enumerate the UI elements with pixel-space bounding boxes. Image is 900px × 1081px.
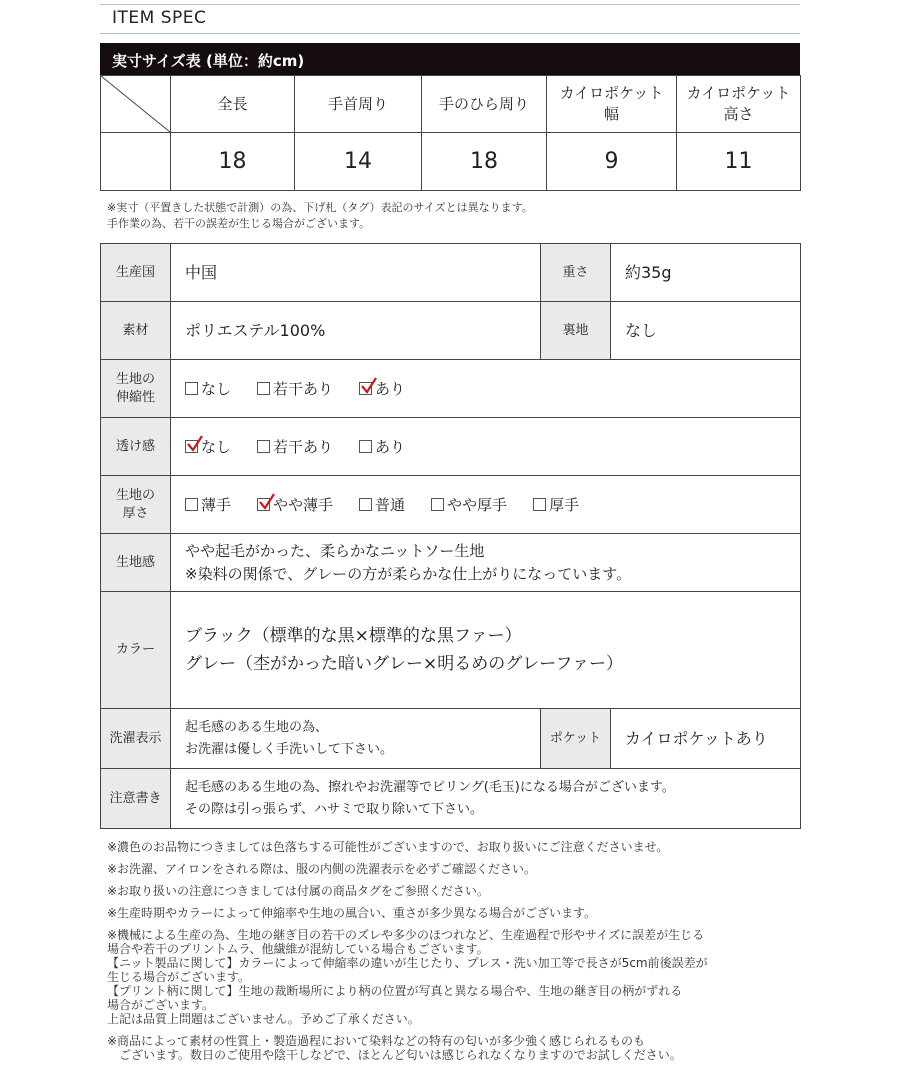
item-spec-title: ITEM SPEC bbox=[112, 8, 207, 28]
spec-options-sheer bbox=[171, 418, 801, 476]
note-line: ※生産時期やカラーによって伸縮率や生地の風合い、重さが多少異なる場合がございます。 bbox=[107, 906, 597, 920]
spec-row-sheer bbox=[101, 418, 801, 476]
spec-label: 生地の 伸縮性 bbox=[101, 360, 171, 418]
option-label: 普通 bbox=[375, 495, 406, 514]
option-label: 薄手 bbox=[201, 495, 232, 514]
texture-line: やや起毛がかった、柔らかなニットソー生地 bbox=[185, 541, 485, 560]
unchecked-box-icon bbox=[533, 498, 546, 511]
unchecked-box-icon bbox=[185, 498, 198, 511]
note-gap bbox=[107, 1026, 708, 1034]
option-label: 若干あり bbox=[273, 437, 334, 456]
spec-row-origin bbox=[101, 244, 801, 302]
spec-value-origin: 中国 bbox=[171, 244, 541, 302]
color-line: ブラック（標準的な黒×標準的な黒ファー） bbox=[185, 626, 522, 646]
spec-label: 生産国 bbox=[101, 244, 171, 302]
size-table-title: 実寸サイズ表 (単位：約cm) bbox=[100, 43, 800, 75]
option-label: なし bbox=[201, 379, 232, 398]
size-value: 14 bbox=[295, 133, 422, 191]
spec-value-texture bbox=[171, 534, 801, 592]
size-value: 18 bbox=[171, 133, 295, 191]
spec-label: 透け感 bbox=[101, 418, 171, 476]
note-gap bbox=[107, 920, 708, 928]
caution-line: その際は引っ張らず、ハサミで取り除いて下さい。 bbox=[185, 801, 483, 817]
spec-value-caution bbox=[171, 769, 801, 829]
option-item bbox=[359, 377, 405, 401]
spec-row-thickness bbox=[101, 476, 801, 534]
size-note-line: ※実寸（平置きした状態で計測）の為、下げ札（タグ）表記のサイズとは異なります。 bbox=[107, 201, 533, 214]
spec-value-washing bbox=[171, 709, 541, 769]
size-col-header: カイロポケット 高さ bbox=[677, 76, 801, 133]
spec-label: 素材 bbox=[101, 302, 171, 360]
spec-row-color bbox=[101, 592, 801, 709]
washing-line: 起毛感のある生地の為、 bbox=[185, 719, 329, 735]
unchecked-box-icon bbox=[185, 382, 198, 395]
note-line: ※お洗濯、アイロンをされる際は、服の内側の洗濯表示を必ずご確認ください。 bbox=[107, 862, 536, 876]
size-table bbox=[100, 75, 801, 191]
spec-row-caution bbox=[101, 769, 801, 829]
texture-line: ※染料の関係で、グレーの方が柔らかな仕上がりになっています。 bbox=[185, 564, 632, 583]
unchecked-box-icon bbox=[359, 498, 372, 511]
note-line: ※機械による生産の為、生地の継ぎ目の若干のズレや多少のほつれなど、生産過程で形やサイズに誤差が生じる bbox=[107, 928, 705, 942]
size-value-row bbox=[101, 133, 801, 191]
option-label: あり bbox=[375, 437, 406, 456]
size-header-row bbox=[101, 76, 801, 133]
notes-block bbox=[107, 840, 708, 1062]
spec-table bbox=[100, 243, 801, 829]
spec-row-washing bbox=[101, 709, 801, 769]
spec-options-thickness bbox=[171, 476, 801, 534]
option-item bbox=[257, 435, 333, 459]
option-group bbox=[185, 435, 800, 459]
size-note-line: 手作業の為、若干の誤差が生じる場合がございます。 bbox=[107, 217, 371, 230]
size-value: 11 bbox=[677, 133, 801, 191]
washing-line: お洗濯は優しく手洗いして下さい。 bbox=[185, 741, 394, 757]
spec-label: 洗濯表示 bbox=[101, 709, 171, 769]
spec-row-material bbox=[101, 302, 801, 360]
option-item bbox=[185, 493, 231, 517]
note-line: 生じる場合がございます。 bbox=[107, 970, 251, 984]
option-item bbox=[431, 493, 507, 517]
spec-value-lining: なし bbox=[611, 302, 801, 360]
option-label: やや薄手 bbox=[273, 495, 334, 514]
option-label: あり bbox=[375, 379, 406, 398]
spec-label: ポケット bbox=[541, 709, 611, 769]
option-group bbox=[185, 377, 800, 401]
size-value: 9 bbox=[547, 133, 677, 191]
size-note bbox=[107, 200, 533, 232]
red-check-icon bbox=[258, 492, 276, 510]
note-gap bbox=[107, 898, 708, 906]
note-gap bbox=[107, 876, 708, 884]
unchecked-box-icon bbox=[257, 382, 270, 395]
caution-line: 起毛感のある生地の為、擦れやお洗濯等でピリング(毛玉)になる場合がございます。 bbox=[185, 779, 675, 795]
spec-value-pocket: カイロポケットあり bbox=[611, 709, 801, 769]
checked-box-icon bbox=[359, 382, 372, 395]
size-col-header: 全長 bbox=[171, 76, 295, 133]
option-label: やや厚手 bbox=[447, 495, 508, 514]
spec-label: カラー bbox=[101, 592, 171, 709]
color-line: グレー（杢がかった暗いグレー×明るめのグレーファー） bbox=[185, 654, 624, 674]
option-item bbox=[359, 493, 405, 517]
note-line: ※お取り扱いの注意につきましては付属の商品タグをご参照ください。 bbox=[107, 884, 489, 898]
size-row-label-empty bbox=[101, 133, 171, 191]
option-item bbox=[533, 493, 579, 517]
spec-options-stretch bbox=[171, 360, 801, 418]
option-item bbox=[359, 435, 405, 459]
item-spec-header bbox=[100, 0, 800, 34]
spec-value-color bbox=[171, 592, 801, 709]
spec-label: 裏地 bbox=[541, 302, 611, 360]
size-col-header: 手のひら周り bbox=[422, 76, 547, 133]
checked-box-icon bbox=[185, 440, 198, 453]
note-gap bbox=[107, 854, 708, 862]
unchecked-box-icon bbox=[359, 440, 372, 453]
red-check-icon bbox=[186, 434, 204, 452]
spec-row-stretch bbox=[101, 360, 801, 418]
note-line: 【プリント柄に関して】生地の裁断場所により柄の位置が写真と異なる場合や、生地の継ぎ目の柄がずれる bbox=[107, 984, 683, 998]
checked-box-icon bbox=[257, 498, 270, 511]
size-value: 18 bbox=[422, 133, 547, 191]
spec-value-material: ポリエステル100% bbox=[171, 302, 541, 360]
size-col-header: 手首周り bbox=[295, 76, 422, 133]
spec-value-weight: 約35g bbox=[611, 244, 801, 302]
red-check-icon bbox=[360, 376, 378, 394]
note-line: 上記は品質上問題はございません。予めご了承ください。 bbox=[107, 1012, 420, 1026]
size-corner-cell bbox=[101, 76, 171, 133]
note-line: ございます。数日のご使用や陰干しなどで、ほとんど匂いは感じられなくなりますのでお試しください。 bbox=[107, 1048, 682, 1062]
option-label: 若干あり bbox=[273, 379, 334, 398]
note-line: 場合や若干のプリントムラ、他繊維が混紡している場合もございます。 bbox=[107, 942, 489, 956]
unchecked-box-icon bbox=[257, 440, 270, 453]
option-item bbox=[257, 493, 333, 517]
spec-label: 生地感 bbox=[101, 534, 171, 592]
option-group bbox=[185, 493, 800, 517]
option-item bbox=[185, 435, 231, 459]
unchecked-box-icon bbox=[431, 498, 444, 511]
note-line: ※商品によって素材の性質上・製造過程において染料などの特有の匂いが多少強く感じられるものも bbox=[107, 1034, 646, 1048]
note-line: 【ニット製品に関して】カラーによって伸縮率の違いが生じたり、プレス・洗い加工等で長さが5cm前後誤差が bbox=[107, 956, 708, 970]
note-line: 場合がございます。 bbox=[107, 998, 215, 1012]
option-item bbox=[257, 377, 333, 401]
option-item bbox=[185, 377, 231, 401]
option-label: なし bbox=[201, 437, 232, 456]
diagonal-line-icon bbox=[101, 76, 170, 132]
spec-row-texture bbox=[101, 534, 801, 592]
spec-label: 生地の 厚さ bbox=[101, 476, 171, 534]
spec-label: 注意書き bbox=[101, 769, 171, 829]
note-line: ※濃色のお品物につきましては色落ちする可能性がございますので、お取り扱いにご注意くださいませ。 bbox=[107, 840, 669, 854]
option-label: 厚手 bbox=[549, 495, 580, 514]
size-col-header: カイロポケット 幅 bbox=[547, 76, 677, 133]
spec-label: 重さ bbox=[541, 244, 611, 302]
